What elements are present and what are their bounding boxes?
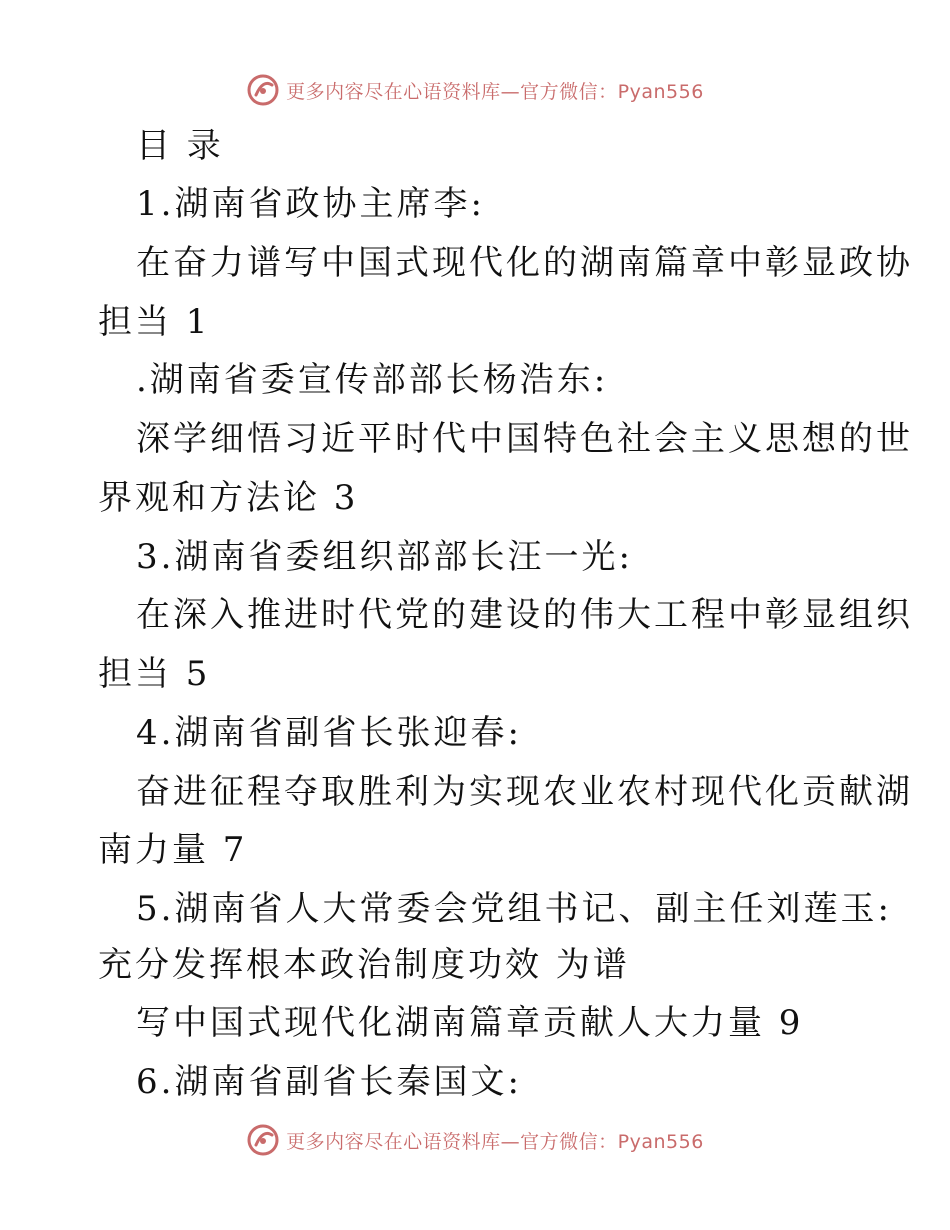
- toc-entry-text: 在奋力谱写中国式现代化的湖南篇章中彰显政协: [136, 243, 913, 283]
- toc-entry-text: 充分发挥根本政治制度功效 为谱: [98, 945, 630, 985]
- toc-entry-title: .湖南省委宣传部部长杨浩东:: [136, 360, 609, 400]
- watermark-text: 更多内容尽在心语资料库—官方微信：Pyan556: [286, 1130, 704, 1153]
- header-watermark-banner: [0, 70, 950, 110]
- toc-entry-title: 5.湖南省人大常委会党组书记、副主任刘莲玉:: [136, 889, 892, 929]
- toc-entry-title: 3.湖南省委组织部部长汪一光:: [136, 537, 633, 577]
- toc-entry-page: 写中国式现代化湖南篇章贡献人大力量 9: [136, 1003, 804, 1043]
- toc-entry-title: 1.湖南省政协主席李:: [136, 184, 485, 224]
- toc-entry-text: 在深入推进时代党的建设的伟大工程中彰显组织: [136, 595, 913, 635]
- watermark-text: 更多内容尽在心语资料库—官方微信：Pyan556: [286, 80, 704, 103]
- toc-entry-title: 6.湖南省副省长秦国文:: [136, 1062, 522, 1102]
- brand-logo-icon: [246, 1123, 280, 1157]
- toc-entry-title: 4.湖南省副省长张迎春:: [136, 713, 522, 753]
- toc-entry-page: 担当 5: [98, 654, 211, 694]
- toc-heading: 目 录: [136, 126, 224, 166]
- toc-entry-page: 界观和方法论 3: [98, 478, 359, 518]
- toc-entry-text: 奋进征程夺取胜利为实现农业农村现代化贡献湖: [136, 772, 913, 812]
- footer-watermark-banner: [0, 1120, 950, 1160]
- toc-entry-text: 深学细悟习近平时代中国特色社会主义思想的世: [136, 419, 913, 459]
- toc-entry-page: 担当 1: [98, 302, 211, 342]
- toc-entry-page: 南力量 7: [98, 830, 248, 870]
- brand-logo-icon: [246, 73, 280, 107]
